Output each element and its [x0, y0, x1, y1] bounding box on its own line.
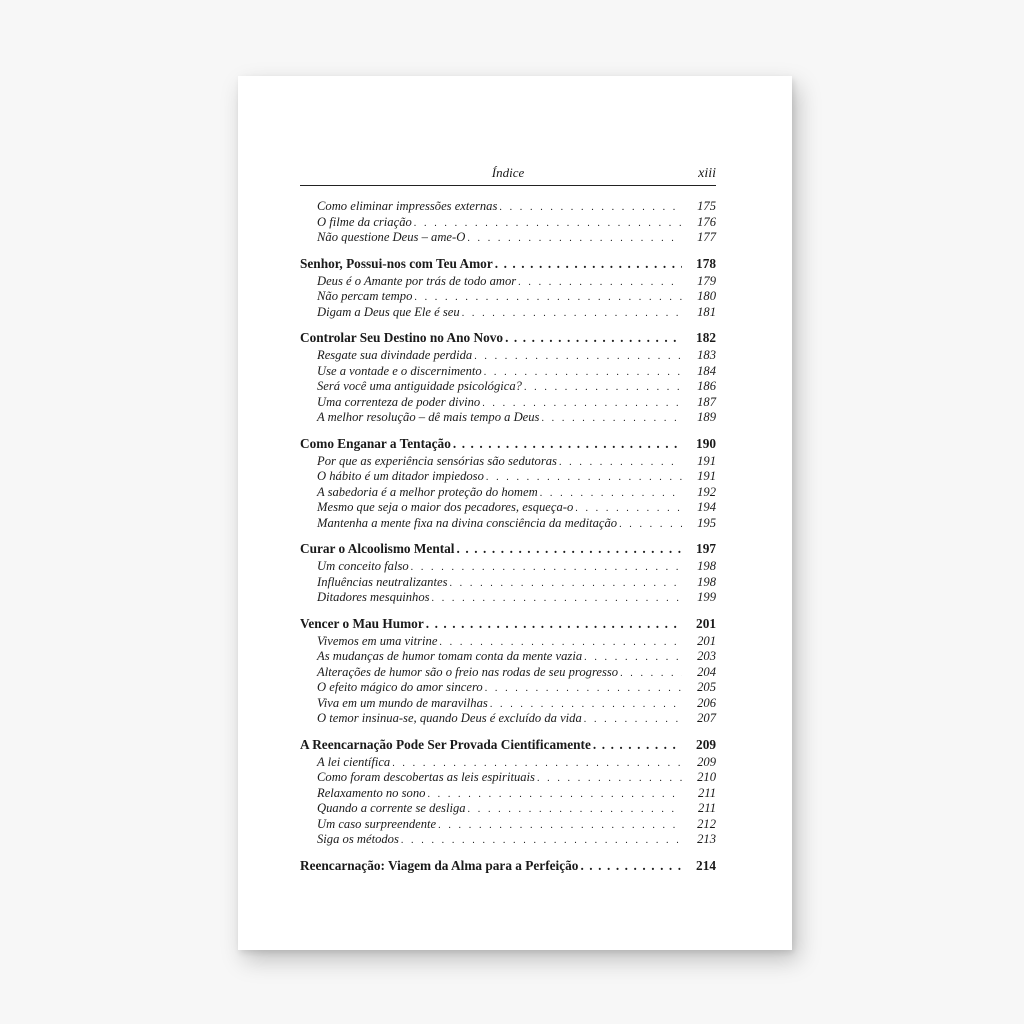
- toc-section-title: Vivemos em uma vitrine: [317, 633, 438, 648]
- toc-section-entry[interactable]: [300, 516, 716, 532]
- toc-section-entry[interactable]: [300, 559, 716, 575]
- toc-section-title: Viva em um mundo de maravilhas: [317, 695, 488, 710]
- toc-chapter-page: 209: [696, 736, 716, 752]
- toc-section-entry[interactable]: [300, 786, 716, 802]
- dot-leader: [524, 380, 682, 396]
- toc-chapter-page: 201: [696, 615, 716, 631]
- toc-section-entry[interactable]: [300, 410, 716, 426]
- running-header-page-number: xiii: [698, 166, 716, 181]
- toc-section-entry[interactable]: [300, 230, 716, 246]
- dot-leader: [580, 857, 682, 874]
- toc-chapter-entry[interactable]: [300, 435, 716, 452]
- toc-chapter-entry[interactable]: [300, 540, 716, 557]
- dot-leader: [518, 275, 682, 291]
- toc-section-entry[interactable]: [300, 289, 716, 305]
- toc-section-title: Como foram descobertas as leis espirituais: [317, 770, 535, 784]
- dot-leader: [414, 216, 682, 232]
- toc-chapter-page: 178: [696, 255, 716, 271]
- toc-section-entry[interactable]: [300, 634, 716, 650]
- toc-chapter-title: Reencarnação: Viagem da Alma para a Perfeição: [300, 857, 579, 873]
- toc-section-page: 210: [697, 770, 716, 784]
- toc-section-title: Quando a corrente se desliga: [317, 801, 466, 815]
- toc-section-entry[interactable]: [300, 454, 716, 470]
- dot-leader: [537, 771, 682, 787]
- toc-section-entry[interactable]: [300, 215, 716, 231]
- toc-section-page: 209: [697, 754, 716, 769]
- dot-leader: [411, 560, 682, 576]
- toc-section-page: 211: [698, 801, 716, 815]
- toc-section-title: Uma correnteza de poder divino: [317, 394, 481, 409]
- dot-leader: [584, 712, 682, 728]
- dot-leader: [540, 486, 682, 502]
- toc-section-page: 199: [697, 590, 716, 604]
- toc-section-title: Será você uma antiguidade psicológica?: [317, 379, 522, 393]
- toc-chapter-title: Como Enganar a Tentação: [300, 435, 451, 451]
- toc-section-page: 203: [697, 649, 716, 663]
- dot-leader: [482, 396, 682, 412]
- toc-section-title: Um caso surpreendente: [317, 816, 437, 831]
- toc-section-entry[interactable]: [300, 469, 716, 485]
- toc-section-page: 180: [697, 289, 716, 303]
- toc-section-title: Por que as experiência sensórias são sedutoras: [317, 453, 557, 468]
- toc-section-page: 191: [697, 469, 716, 483]
- toc-section-entry[interactable]: [300, 379, 716, 395]
- dot-leader: [468, 802, 682, 818]
- dot-leader: [593, 736, 682, 753]
- toc-section-entry[interactable]: [300, 649, 716, 665]
- running-header: [300, 166, 716, 186]
- toc-chapter-entry[interactable]: [300, 329, 716, 346]
- toc-section-entry[interactable]: [300, 711, 716, 727]
- dot-leader: [486, 470, 682, 486]
- toc-chapter-entry[interactable]: [300, 857, 716, 874]
- toc-section-entry[interactable]: [300, 832, 716, 848]
- dot-leader: [584, 650, 682, 666]
- dot-leader: [505, 329, 682, 346]
- toc-section-page: 206: [697, 695, 716, 710]
- toc-section-title: Não questione Deus – ame-O: [317, 230, 466, 244]
- toc-section-title: Relaxamento no sono: [317, 785, 426, 800]
- dot-leader: [619, 517, 682, 533]
- dot-leader: [449, 576, 682, 592]
- dot-leader: [499, 200, 682, 216]
- toc-section-entry[interactable]: [300, 665, 716, 681]
- toc-section-entry[interactable]: [300, 770, 716, 786]
- toc-chapter-entry[interactable]: [300, 615, 716, 632]
- toc-section-page: 198: [697, 559, 716, 573]
- dot-leader: [490, 697, 682, 713]
- toc-section-title: Use a vontade e o discernimento: [317, 363, 482, 378]
- toc-section-entry[interactable]: [300, 395, 716, 411]
- toc-chapter-group: [300, 329, 716, 426]
- toc-section-page: 198: [697, 574, 716, 589]
- toc-section-page: 187: [697, 394, 716, 409]
- toc-section-entry[interactable]: [300, 590, 716, 606]
- toc-section-title: Um conceito falso: [317, 559, 409, 573]
- dot-leader: [392, 756, 682, 772]
- toc-chapter-title: Curar o Alcoolismo Mental: [300, 541, 455, 556]
- toc-continuation-group: [300, 199, 716, 246]
- toc-section-title: Não percam tempo: [317, 289, 413, 303]
- toc-section-entry[interactable]: [300, 500, 716, 516]
- toc-chapter-group: [300, 615, 716, 727]
- toc-section-page: 213: [697, 832, 716, 846]
- toc-chapter-group: [300, 435, 716, 532]
- toc-section-page: 211: [698, 785, 716, 800]
- toc-section-title: Deus é o Amante por trás de todo amor: [317, 273, 517, 288]
- toc-section-entry[interactable]: [300, 680, 716, 696]
- dot-leader: [414, 290, 682, 306]
- dot-leader: [541, 411, 682, 427]
- toc-section-title: Resgate sua divindade perdida: [317, 348, 473, 362]
- toc-section-entry[interactable]: [300, 274, 716, 290]
- toc-section-page: 204: [697, 664, 716, 679]
- page-content: [300, 166, 716, 876]
- toc-section-entry[interactable]: [300, 755, 716, 771]
- toc-section-page: 194: [697, 500, 716, 514]
- toc-chapter-title: Controlar Seu Destino no Ano Novo: [300, 330, 504, 345]
- dot-leader: [485, 681, 682, 697]
- toc-section-title: O hábito é um ditador impiedoso: [317, 469, 484, 483]
- dot-leader: [467, 231, 682, 247]
- dot-leader: [575, 501, 682, 517]
- dot-leader: [453, 435, 682, 452]
- toc-section-entry[interactable]: [300, 696, 716, 712]
- toc-section-title: As mudanças de humor tomam conta da mente vazia: [317, 649, 583, 663]
- toc-section-title: Influências neutralizantes: [317, 574, 448, 589]
- dot-leader: [438, 818, 682, 834]
- toc-section-page: 175: [697, 199, 716, 213]
- toc-section-title: A melhor resolução – dê mais tempo a Deus: [317, 410, 540, 424]
- toc-section-page: 212: [697, 816, 716, 831]
- toc-section-entry[interactable]: [300, 817, 716, 833]
- toc-section-title: Digam a Deus que Ele é seu: [317, 304, 460, 319]
- dot-leader: [427, 787, 682, 803]
- toc-chapter-entry[interactable]: [300, 255, 716, 272]
- dot-leader: [495, 255, 682, 272]
- toc-section-page: 195: [697, 515, 716, 530]
- toc-section-title: A lei científica: [317, 754, 391, 769]
- toc-section-title: Como eliminar impressões externas: [317, 199, 498, 213]
- dot-leader: [484, 365, 682, 381]
- toc-section-entry[interactable]: [300, 801, 716, 817]
- toc-chapter-page: 214: [696, 857, 716, 873]
- toc-chapter-page: 197: [696, 541, 716, 556]
- toc-section-page: 207: [697, 711, 716, 725]
- toc-section-entry[interactable]: [300, 485, 716, 501]
- toc-section-entry[interactable]: [300, 364, 716, 380]
- toc-chapter-title: Vencer o Mau Humor: [300, 615, 424, 631]
- toc-section-title: Ditadores mesquinhos: [317, 590, 430, 604]
- toc-section-title: A sabedoria é a melhor proteção do homem: [317, 484, 538, 499]
- toc-chapter-page: 182: [696, 330, 716, 345]
- toc-chapter-title: Senhor, Possui-nos com Teu Amor: [300, 255, 493, 271]
- table-of-contents: [300, 199, 716, 874]
- toc-chapters: [300, 255, 716, 874]
- toc-section-page: 201: [697, 633, 716, 648]
- toc-section-title: Mesmo que seja o maior dos pecadores, esqueça-o: [317, 500, 574, 514]
- toc-section-page: 184: [697, 363, 716, 378]
- toc-section-title: O efeito mágico do amor sincero: [317, 680, 483, 694]
- toc-section-page: 177: [697, 230, 716, 244]
- toc-section-title: O filme da criação: [317, 214, 412, 229]
- dot-leader: [432, 591, 682, 607]
- toc-section-page: 191: [697, 453, 716, 468]
- toc-section-title: Siga os métodos: [317, 832, 399, 846]
- toc-chapter-page: 190: [696, 435, 716, 451]
- toc-section-page: 186: [697, 379, 716, 393]
- toc-chapter-group: [300, 857, 716, 874]
- toc-section-page: 192: [697, 484, 716, 499]
- dot-leader: [426, 615, 682, 632]
- dot-leader: [620, 666, 682, 682]
- toc-section-title: Mantenha a mente fixa na divina consciência da meditação: [317, 515, 618, 530]
- toc-section-entry[interactable]: [300, 199, 716, 215]
- toc-section-page: 179: [697, 273, 716, 288]
- toc-section-page: 189: [697, 410, 716, 424]
- toc-section-page: 176: [697, 214, 716, 229]
- toc-chapter-group: [300, 736, 716, 848]
- toc-section-title: Alterações de humor são o freio nas rodas de seu progresso: [317, 664, 619, 679]
- toc-section-page: 183: [697, 348, 716, 362]
- dot-leader: [401, 833, 682, 849]
- toc-section-entry[interactable]: [300, 575, 716, 591]
- toc-chapter-title: A Reencarnação Pode Ser Provada Cientificamente: [300, 736, 591, 752]
- toc-section-entry[interactable]: [300, 348, 716, 364]
- toc-chapter-entry[interactable]: [300, 736, 716, 753]
- book-page: [238, 76, 792, 950]
- toc-section-entry[interactable]: [300, 305, 716, 321]
- dot-leader: [559, 455, 682, 471]
- running-header-title: Índice: [491, 165, 525, 180]
- dot-leader: [457, 540, 683, 557]
- toc-section-title: O temor insinua-se, quando Deus é excluído da vida: [317, 711, 582, 725]
- dot-leader: [462, 306, 682, 322]
- toc-chapter-group: [300, 255, 716, 321]
- dot-leader: [474, 349, 682, 365]
- toc-chapter-group: [300, 540, 716, 606]
- toc-section-page: 181: [697, 304, 716, 319]
- dot-leader: [439, 635, 682, 651]
- toc-section-page: 205: [697, 680, 716, 694]
